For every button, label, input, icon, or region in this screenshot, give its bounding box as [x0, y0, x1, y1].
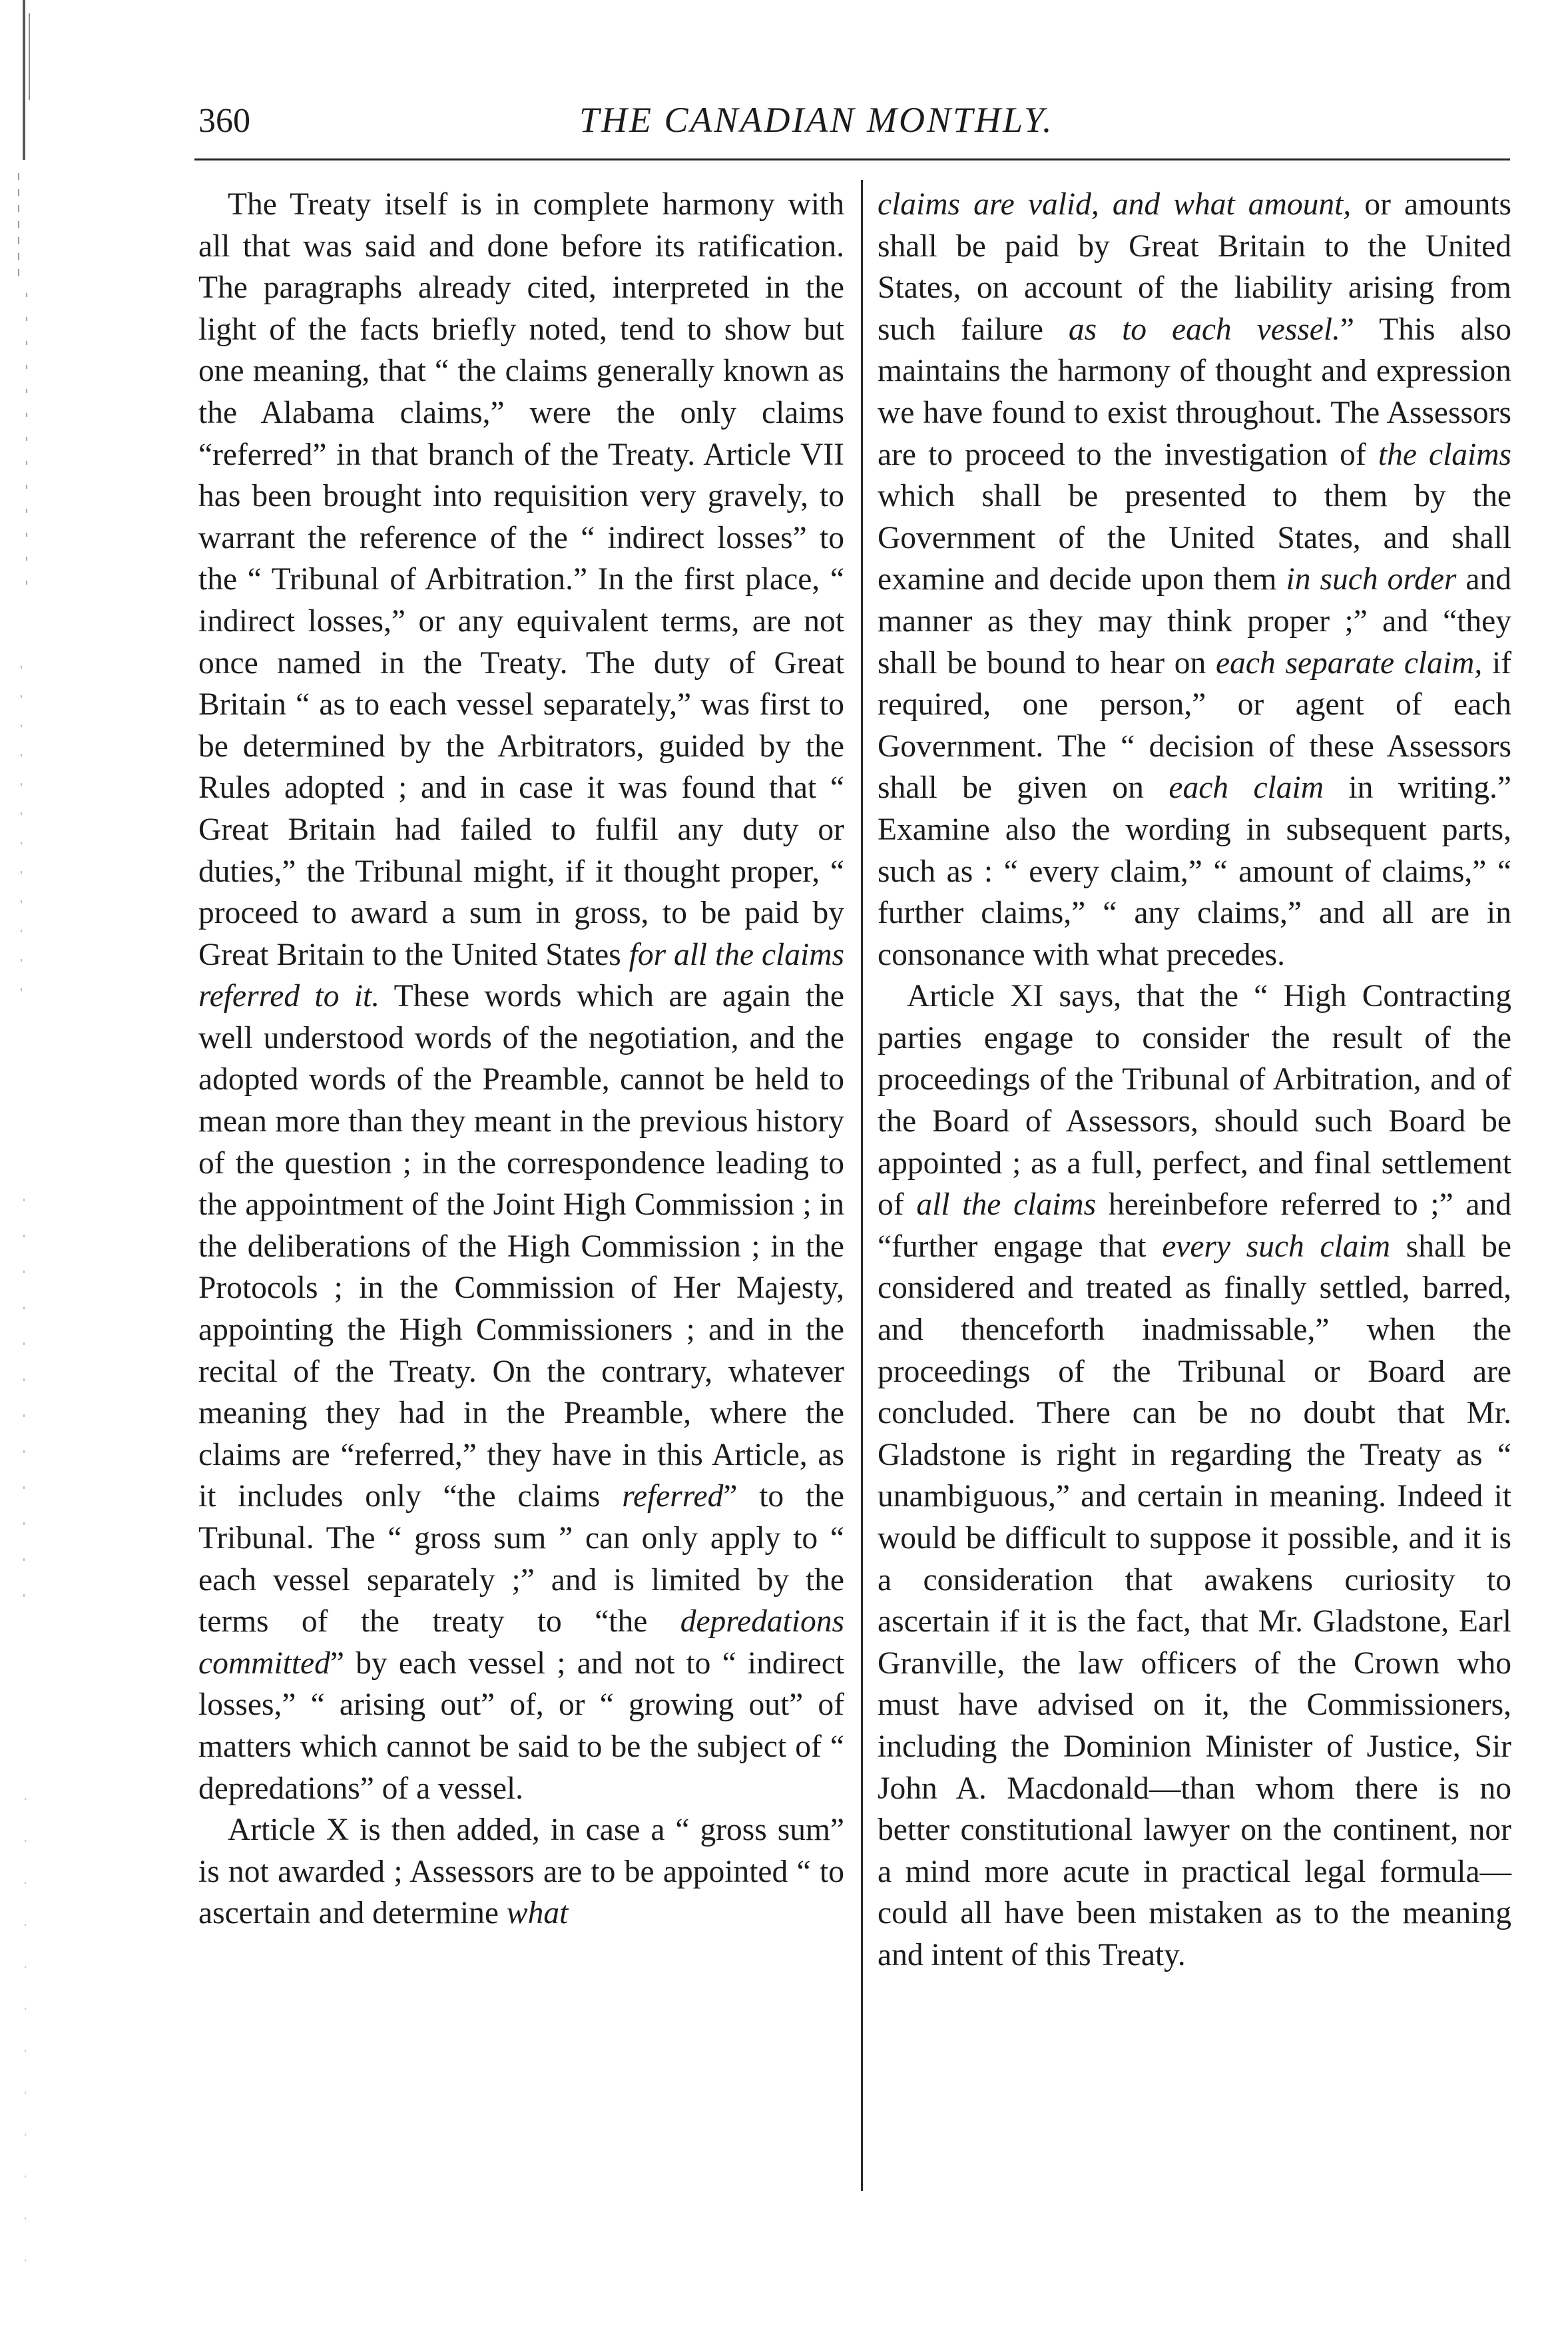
left-column [198, 184, 844, 1934]
right-paragraph-1: claims are valid, and what amount, or amounts shall be paid by Great Britain to the United States, on account of the liability arising from such failure as to each vessel.” This also maintains the harmony of thought and expression we have found to exist throughout. The Assessors are to proceed to the investigation of the claims which shall be presented to them by the Government of the United States, and shall examine and decide upon them in such order and manner as they may think proper ;” and “they shall be bound to hear on each separate claim, if required, one person,” or agent of each Government. The “ decision of these Assessors shall be given on each claim in writing.” Examine also the wording in subsequent parts, such as : “ every claim,” “ amount of claims,” “ further claims,” “ any claims,” and all are in consonance with what precedes. [878, 187, 1512, 972]
running-head: THE CANADIAN MONTHLY. [579, 100, 1054, 140]
left-paragraph-1: The Treaty itself is in complete harmony with all that was said and done before its ratification. The paragraphs already cited, interpreted in the light of the facts briefly noted, tend to show but one meaning, that “ the claims generally known as the Alabama claims,” were the only claims “referred” in that branch of the Treaty. Article VII has been brought into requisition very gravely, to warrant the reference of the “ indirect losses” to the “ Tribunal of Arbitration.” In the first place, “ indirect losses,” or any equivalent terms, are not once named in the Treaty. The duty of Great Britain “ as to each vessel separately,” was first to be determined by the Arbitrators, guided by the Rules adopted ; and in case it was found that “ Great Britain had failed to fulfil any duty or duties,” the Tribunal might, if it thought proper, “ proceed to award a sum in gross, to be paid by Great Britain to the United States for all the claims referred to it. These words which are again the well understood words of the negotiation, and the adopted words of the Preamble, cannot be held to mean more than they meant in the previous history of the question ; in the correspondence leading to the appointment of the Joint High Commission ; in the deliberations of the High Commission ; in the Protocols ; in the Commission of Her Majesty, appointing the High Commissioners ; and in the recital of the Treaty. On the contrary, whatever meaning they had in the Preamble, where the claims are “referred,” they have in this Article, as it includes only “the claims referred” to the Tribunal. The “ gross sum ” can only apply to “ each vessel separately ;” and is limited by the terms of the treaty to “the depredations committed” by each vessel ; and not to “ indirect losses,” “ arising out” of, or “ growing out” of matters which cannot be said to be the subject of “ depredations” of a vessel. [198, 187, 845, 1806]
column-divider [861, 180, 863, 2191]
page-number: 360 [198, 102, 250, 140]
scan-margin-marks [4, 0, 44, 2332]
right-paragraph-2: Article XI says, that the “ High Contracting parties engage to consider the result of the proceedings of the Tribunal of Arbitration, and of the Board of Assessors, should such Board be appointed ; as a full, perfect, and final settlement of all the claims hereinbefore referred to ;” and “further engage that every such claim shall be considered and treated as finally settled, barred, and thenceforth inadmissable,” when the proceedings of the Tribunal or Board are concluded. There can be no doubt that Mr. Gladstone is right in regarding the Treaty as “ unambiguous,” and certain in meaning. Indeed it would be difficult to suppose it possible, and it is a consideration that awakens curiosity to ascertain if it is the fact, that Mr. Gladstone, Earl Granville, the law officers of the Crown who must have advised on it, the Commissioners, including the Dominion Minister of Justice, Sir John A. Macdonald—than whom there is no better constitutional lawyer on the continent, nor a mind more acute in practical legal formula—could all have been mistaken as to the meaning and intent of this Treaty. [878, 979, 1512, 1972]
left-paragraph-2: Article X is then added, in case a “ gross sum” is not awarded ; Assessors are to be appointed “ to ascertain and determine what [198, 1813, 844, 1931]
header-rule [194, 158, 1510, 160]
right-column [878, 184, 1511, 1976]
